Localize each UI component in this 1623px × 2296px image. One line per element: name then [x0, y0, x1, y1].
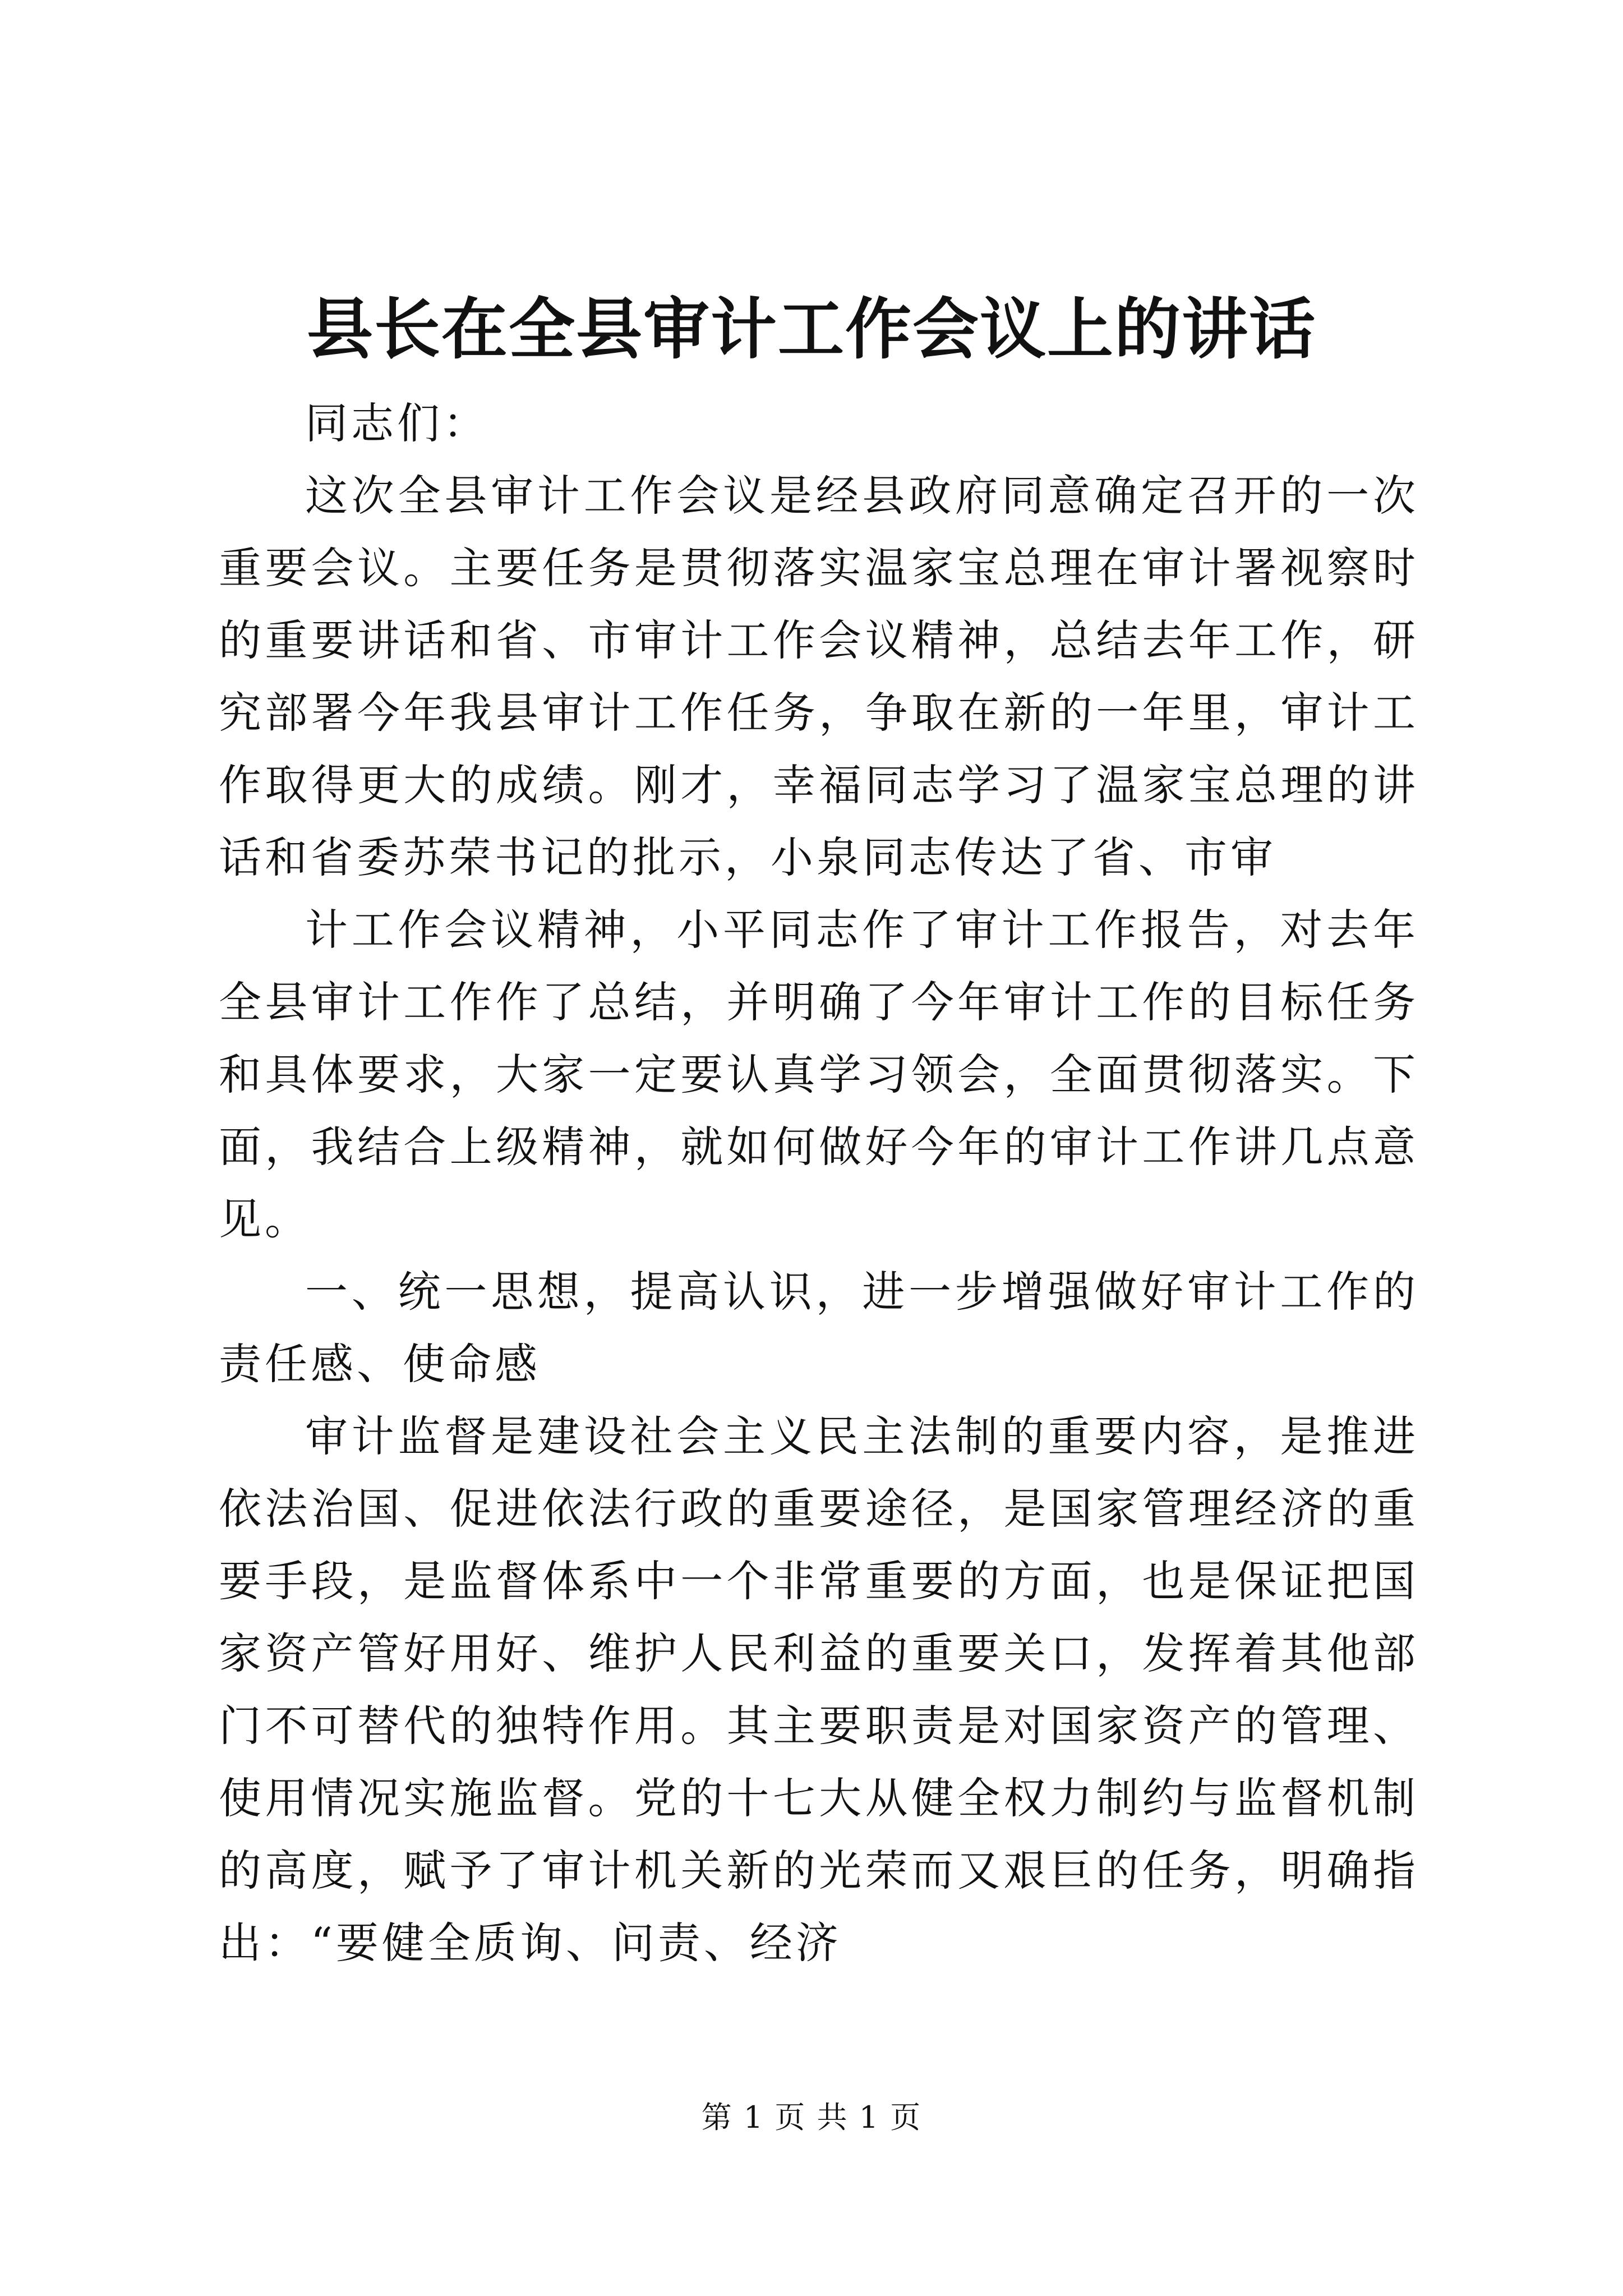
paragraph-salutation: 同志们：: [305, 398, 489, 448]
paragraph-audit-supervision: 审计监督是建设社会主义民主法制的重要内容，是推进依法治国、促进依法行政的重要途径，是国家管理经济的重要手段，是监督体系中一个非常重要的方面，也是保证把国家资产管好用好、维护人民利益的重要关口，发挥着其他部门不可替代的独特作用。其主要职责是对国家资产的管理、使用情况实施监督。党的十七大从健全权力制约与监督机制的高度，赋予了审计机关新的光荣而又艰巨的任务，明确指出：“要健全质询、问责、经济: [219, 1411, 1419, 1968]
paragraph-intro: 这次全县审计工作会议是经县政府同意确定召开的一次重要会议。主要任务是贯彻落实温家宝总理在审计署视察时的重要讲话和省、市审计工作会议精神，总结去年工作，研究部署今年我县审计工作任务，争取在新的一年里，审计工作取得更大的成绩。刚才，幸福同志学习了温家宝总理的讲话和省委苏荣书记的批示，小泉同志传达了省、市审: [219, 471, 1419, 882]
document-title: 县长在全县审计工作会议上的讲话: [306, 290, 1316, 368]
document-body: [219, 387, 1419, 1979]
section-heading-1: 一、统一思想，提高认识，进一步增强做好审计工作的责任感、使命感: [219, 1267, 1419, 1389]
page-number-footer: 第 1 页 共 1 页: [701, 2100, 922, 2135]
paragraph-continuation: 计工作会议精神，小平同志作了审计工作报告，对去年全县审计工作作了总结，并明确了今年审计工作的目标任务和具体要求，大家一定要认真学习领会，全面贯彻落实。下面，我结合上级精神，就如何做好今年的审计工作讲几点意见。: [219, 905, 1419, 1244]
